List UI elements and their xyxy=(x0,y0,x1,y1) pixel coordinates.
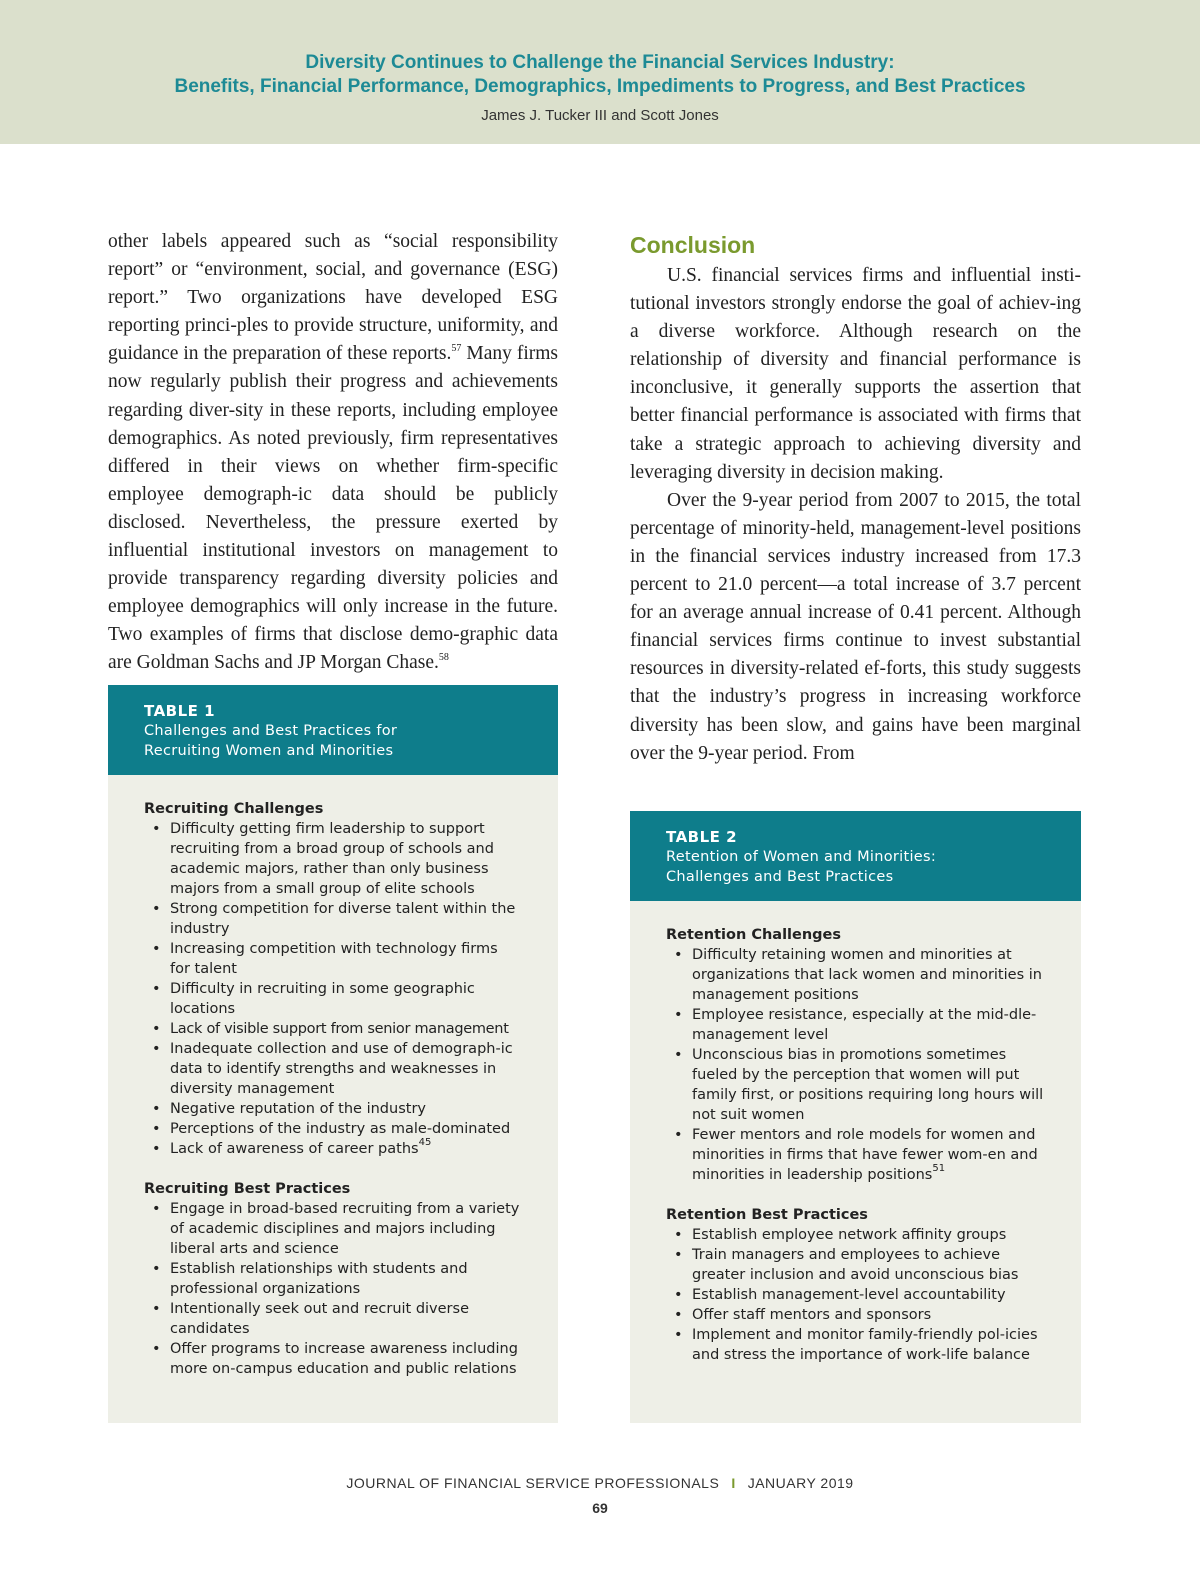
table-section-title: Retention Best Practices xyxy=(666,1207,868,1223)
table-1-body xyxy=(108,775,558,1399)
paragraph-text: Many firms now regularly publish their progress and achievements regarding diver-sity in these reports, including employee demographics. As noted previously, firm representatives differed in their views on whether firm-specific employee demograph-ic data should be publicly disclosed. Nevertheless, the pressure exerted by influential institutional investors on management to provide transparency regarding diversity policies and employee demographics will only increase in the future. Two examples of firms that disclose demo-graphic data are Goldman Sachs and JP Morgan Chase. xyxy=(108,343,559,674)
footnote-ref-45: 45 xyxy=(418,1137,432,1148)
table-title-line: Recruiting Women and Minorities xyxy=(144,743,394,759)
list-item: • Inadequate collection and use of demograph-ic data to identify strengths and weaknesses in diversity management xyxy=(144,1039,522,1099)
table-section-title: Recruiting Challenges xyxy=(144,801,324,817)
table-section-title: Recruiting Best Practices xyxy=(144,1181,351,1197)
list-item: • Establish relationships with students and professional organizations xyxy=(144,1259,522,1299)
list-item: • Engage in broad-based recruiting from a variety of academic disciplines and majors including liberal arts and science xyxy=(144,1199,522,1259)
list-item: • Establish management-level accountability xyxy=(666,1285,1045,1305)
list-item: • Employee resistance, especially at the mid-dle-management level xyxy=(666,1005,1045,1045)
list-item xyxy=(144,1139,522,1159)
list-item: • Difficulty retaining women and minorities at organizations that lack women and minorities in management positions xyxy=(666,945,1045,1005)
list-item-text: Fewer mentors and role models for women and minorities in firms that have fewer wom-en and minorities in leadership positions xyxy=(692,1127,1038,1183)
list-item: • Difficulty getting firm leadership to support recruiting from a broad group of schools and academic majors, rather than only business majors from a small group of elite schools xyxy=(144,819,522,899)
footer-separator: I xyxy=(731,1475,736,1491)
article-title-line-2: Benefits, Financial Performance, Demographics, Impediments to Progress, and Best Practices xyxy=(174,76,1026,97)
left-column xyxy=(108,228,558,678)
list-item: • Implement and monitor family-friendly pol-icies and stress the importance of work-life balance xyxy=(666,1325,1045,1365)
paragraph-text: other labels appeared such as “social responsibility report” or “environment, social, and governance (ESG) report.” Two organizations have developed ESG reporting princi-ples to provide structure, uniformity, and guidance in the preparation of these reports. xyxy=(108,231,558,365)
bullet-list xyxy=(144,1199,522,1379)
page-number: 69 xyxy=(592,1500,608,1516)
running-header xyxy=(0,0,1200,144)
table-title-line: Retention of Women and Minorities: xyxy=(666,849,937,865)
list-item: • Offer programs to increase awareness including more on-campus education and public relations xyxy=(144,1339,522,1379)
footnote-ref-51: 51 xyxy=(932,1163,946,1174)
body-paragraph: Over the 9-year period from 2007 to 2015, the total percentage of minority-held, management-level positions in the financial services industry increased from 17.3 percent to 21.0 percent—a total increase of 3.7 percent for an average annual increase of 0.41 percent. Although financial services firms continue to invest substantial resources in diversity-related ef-forts, this study suggests that the industry’s progress in increasing workforce diversity has been slow, and gains have been marginal over the 9-year period. From xyxy=(630,489,1081,764)
article-title-line-1: Diversity Continues to Challenge the Financial Services Industry: xyxy=(305,52,895,73)
page-footer xyxy=(0,1475,1200,1491)
footnote-ref-57: 57 xyxy=(451,343,462,355)
list-item: • Unconscious bias in promotions sometimes fueled by the perception that women will put family first, or positions requiring long hours will not suit women xyxy=(666,1045,1045,1125)
list-item: • Train managers and employees to achieve greater inclusion and avoid unconscious bias xyxy=(666,1245,1045,1285)
list-item: • Strong competition for diverse talent within the industry xyxy=(144,899,522,939)
list-item: • Lack of visible support from senior management xyxy=(144,1019,522,1039)
right-column xyxy=(630,230,1081,768)
table-label: TABLE 2 xyxy=(666,828,738,846)
article-authors: James J. Tucker III and Scott Jones xyxy=(481,107,719,124)
table-1 xyxy=(108,685,558,1423)
list-item: • Perceptions of the industry as male-dominated xyxy=(144,1119,522,1139)
journal-name: JOURNAL OF FINANCIAL SERVICE PROFESSIONALS xyxy=(346,1475,720,1491)
table-title-line: Challenges and Best Practices xyxy=(666,869,894,885)
table-2 xyxy=(630,811,1081,1423)
list-item xyxy=(666,1125,1045,1185)
section-heading-conclusion: Conclusion xyxy=(630,232,756,258)
table-title-line: Challenges and Best Practices for xyxy=(144,723,398,739)
table-2-header xyxy=(630,811,1081,901)
list-item-text: Lack of awareness of career paths xyxy=(170,1141,419,1157)
footnote-ref-58: 58 xyxy=(438,652,449,664)
table-label: TABLE 1 xyxy=(144,702,216,720)
list-item: • Negative reputation of the industry xyxy=(144,1099,522,1119)
body-paragraph xyxy=(108,228,558,678)
bullet-list xyxy=(666,945,1045,1185)
bullet-list xyxy=(666,1225,1045,1365)
table-1-header xyxy=(108,685,558,775)
body-paragraph: U.S. financial services firms and influential insti-tutional investors strongly endorse the goal of achiev-ing a diverse workforce. Although research on the relationship of diversity and financial performance is inconclusive, it generally supports the assertion that better financial performance is associated with firms that take a strategic approach to achieving diversity and leveraging diversity in decision making. xyxy=(630,265,1081,483)
list-item: • Increasing competition with technology firms for talent xyxy=(144,939,522,979)
issue-date: JANUARY 2019 xyxy=(747,1475,854,1491)
table-section-title: Retention Challenges xyxy=(666,927,842,943)
table-2-body xyxy=(630,901,1081,1385)
list-item: • Intentionally seek out and recruit diverse candidates xyxy=(144,1299,522,1339)
list-item: • Establish employee network affinity groups xyxy=(666,1225,1045,1245)
list-item: • Offer staff mentors and sponsors xyxy=(666,1305,1045,1325)
bullet-list xyxy=(144,819,522,1159)
list-item: • Difficulty in recruiting in some geographic locations xyxy=(144,979,522,1019)
